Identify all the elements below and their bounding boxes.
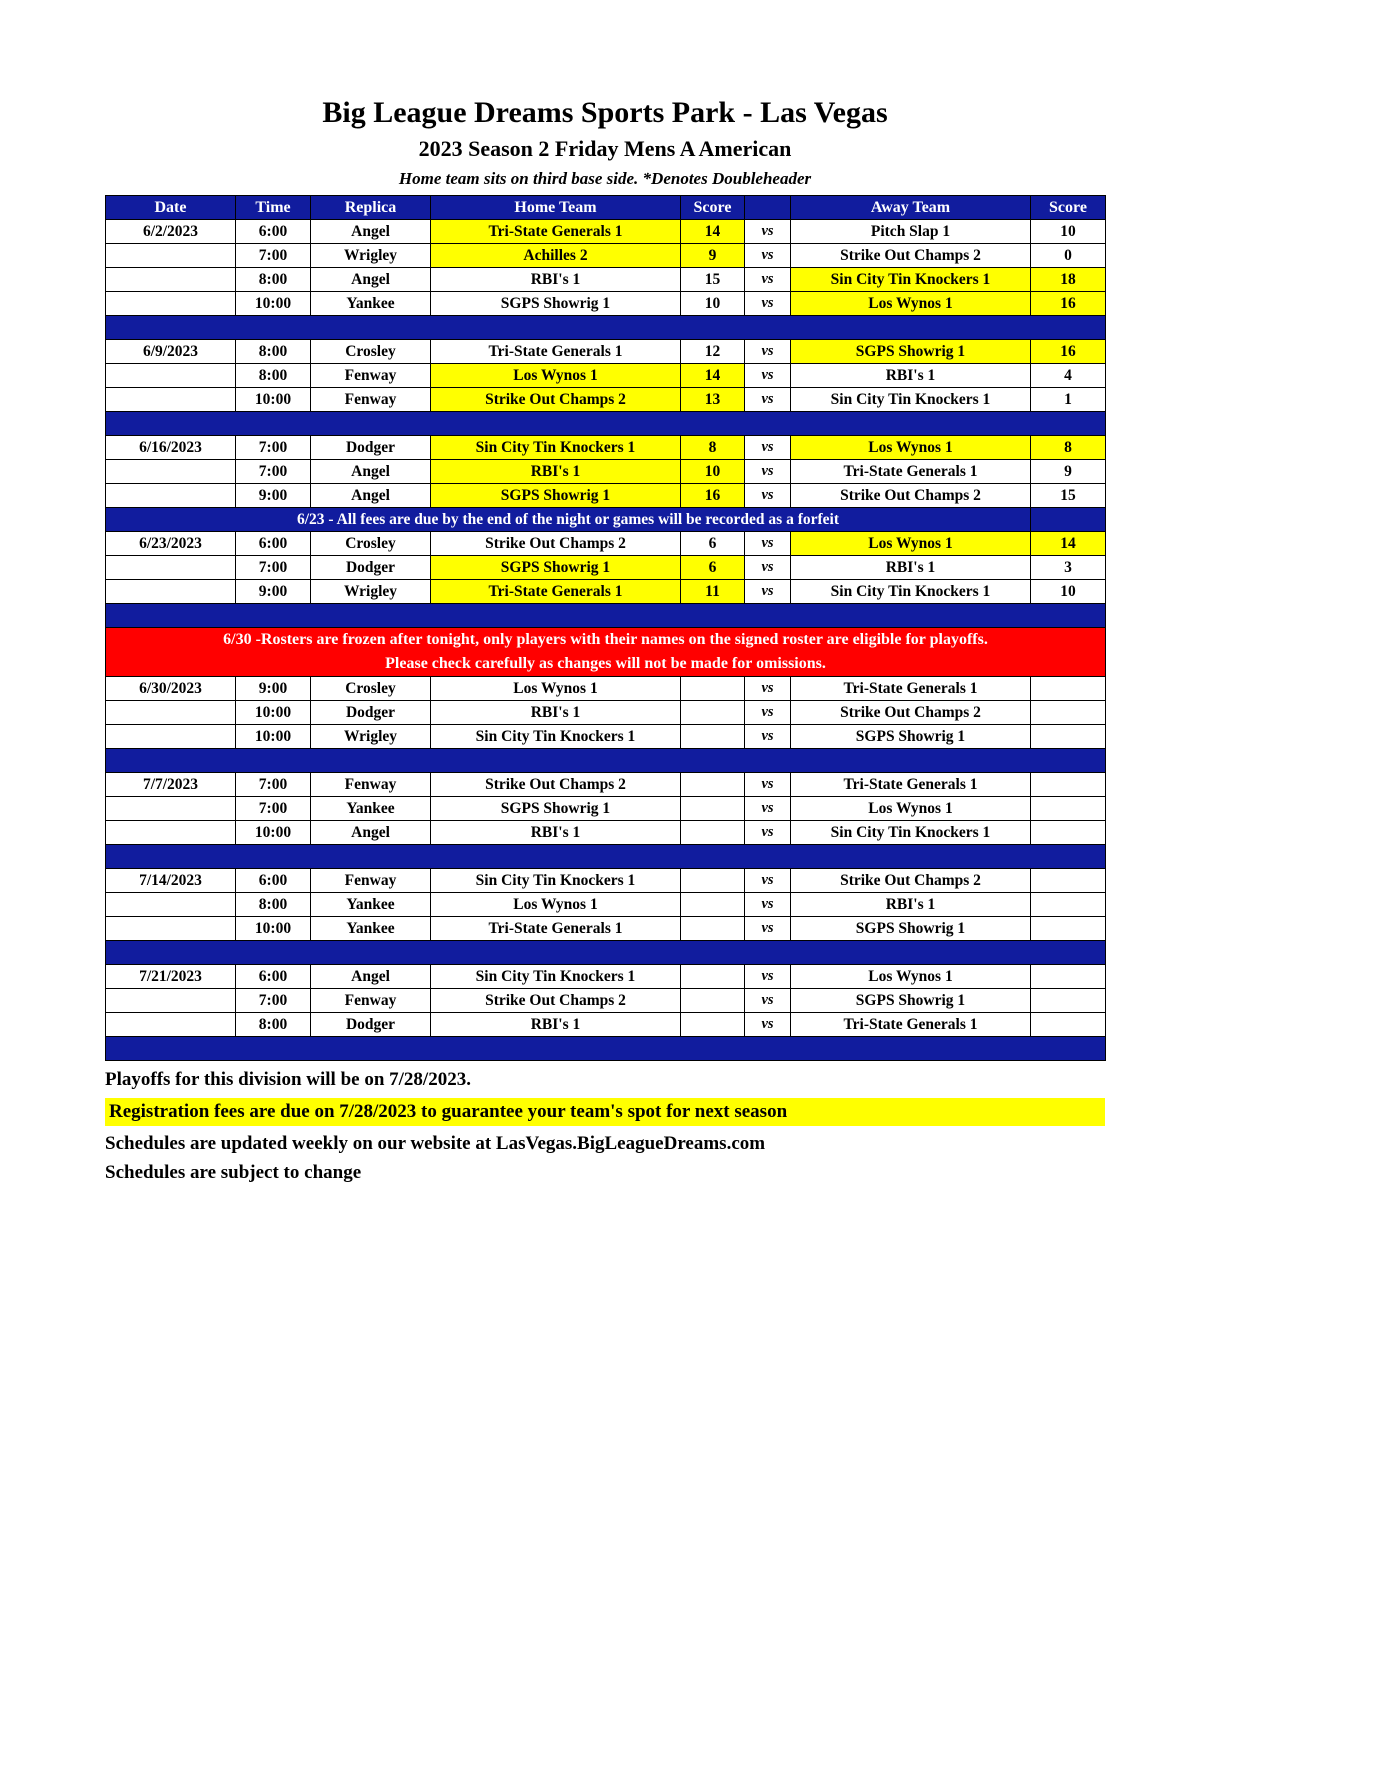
- game-row: [106, 484, 1106, 508]
- replica-cell: Crosley: [311, 677, 431, 701]
- time-cell: 10:00: [236, 292, 311, 316]
- replica-cell: Wrigley: [311, 244, 431, 268]
- home-score-cell: [681, 893, 745, 917]
- date-cell: [106, 292, 236, 316]
- time-cell: 7:00: [236, 797, 311, 821]
- away-score-cell: [1031, 677, 1106, 701]
- home-score-cell: 8: [681, 436, 745, 460]
- date-cell: 6/9/2023: [106, 340, 236, 364]
- home-score-cell: 10: [681, 460, 745, 484]
- column-header-score: Score: [1031, 196, 1106, 220]
- replica-cell: Yankee: [311, 292, 431, 316]
- vs-cell: vs: [745, 893, 791, 917]
- separator-row: [106, 412, 1106, 436]
- home-score-cell: [681, 725, 745, 749]
- away-team-cell: Los Wynos 1: [791, 797, 1031, 821]
- game-row: [106, 268, 1106, 292]
- home-score-cell: [681, 1013, 745, 1037]
- website-note: Schedules are updated weekly on our website at LasVegas.BigLeagueDreams.com: [105, 1133, 766, 1154]
- away-score-cell: [1031, 701, 1106, 725]
- time-cell: 10:00: [236, 725, 311, 749]
- date-cell: [106, 484, 236, 508]
- time-cell: 7:00: [236, 244, 311, 268]
- alert-line: 6/30 -Rosters are frozen after tonight, only players with their names on the signed roster are eligible for playoffs.: [223, 631, 988, 648]
- away-team-cell: SGPS Showrig 1: [791, 340, 1031, 364]
- game-row: [106, 917, 1106, 941]
- replica-cell: Dodger: [311, 556, 431, 580]
- game-row: [106, 460, 1106, 484]
- away-score-cell: [1031, 917, 1106, 941]
- time-cell: 7:00: [236, 989, 311, 1013]
- vs-cell: vs: [745, 989, 791, 1013]
- away-score-cell: 4: [1031, 364, 1106, 388]
- date-cell: [106, 580, 236, 604]
- home-score-cell: [681, 797, 745, 821]
- replica-cell: Angel: [311, 484, 431, 508]
- game-row: [106, 388, 1106, 412]
- away-score-cell: 9: [1031, 460, 1106, 484]
- time-cell: 9:00: [236, 484, 311, 508]
- time-cell: 7:00: [236, 773, 311, 797]
- away-team-cell: SGPS Showrig 1: [791, 989, 1031, 1013]
- vs-cell: vs: [745, 244, 791, 268]
- page-title: Big League Dreams Sports Park - Las Vegas: [322, 96, 888, 129]
- home-score-cell: 14: [681, 220, 745, 244]
- separator-row: [106, 1037, 1106, 1061]
- away-team-cell: Los Wynos 1: [791, 292, 1031, 316]
- away-team-cell: RBI's 1: [791, 364, 1031, 388]
- home-score-cell: 12: [681, 340, 745, 364]
- replica-cell: Crosley: [311, 532, 431, 556]
- replica-cell: Fenway: [311, 388, 431, 412]
- table-header-row: [106, 196, 1106, 220]
- game-row: [106, 364, 1106, 388]
- column-header-time: Time: [236, 196, 311, 220]
- replica-cell: Yankee: [311, 797, 431, 821]
- vs-cell: vs: [745, 917, 791, 941]
- vs-cell: vs: [745, 677, 791, 701]
- home-team-cell: Sin City Tin Knockers 1: [431, 965, 681, 989]
- replica-cell: Fenway: [311, 989, 431, 1013]
- time-cell: 6:00: [236, 965, 311, 989]
- away-team-cell: Strike Out Champs 2: [791, 869, 1031, 893]
- date-cell: [106, 797, 236, 821]
- vs-cell: vs: [745, 484, 791, 508]
- vs-cell: vs: [745, 580, 791, 604]
- away-score-cell: 10: [1031, 220, 1106, 244]
- time-cell: 7:00: [236, 436, 311, 460]
- date-cell: [106, 556, 236, 580]
- away-score-cell: [1031, 989, 1106, 1013]
- separator-cell: [106, 941, 1106, 965]
- separator-row: [106, 845, 1106, 869]
- game-row: [106, 869, 1106, 893]
- game-row: [106, 893, 1106, 917]
- home-score-cell: [681, 773, 745, 797]
- time-cell: 8:00: [236, 340, 311, 364]
- away-score-cell: [1031, 893, 1106, 917]
- separator-cell: [1031, 508, 1106, 532]
- game-row: [106, 773, 1106, 797]
- home-team-cell: Los Wynos 1: [431, 364, 681, 388]
- home-team-cell: Los Wynos 1: [431, 677, 681, 701]
- separator-cell: [106, 749, 1106, 773]
- date-cell: [106, 821, 236, 845]
- vs-cell: vs: [745, 364, 791, 388]
- home-team-cell: SGPS Showrig 1: [431, 797, 681, 821]
- away-team-cell: Los Wynos 1: [791, 436, 1031, 460]
- home-team-cell: Strike Out Champs 2: [431, 532, 681, 556]
- separator-row: [106, 604, 1106, 628]
- home-team-note: Home team sits on third base side. *Denotes Doubleheader: [398, 169, 812, 188]
- vs-cell: vs: [745, 965, 791, 989]
- home-score-cell: 15: [681, 268, 745, 292]
- game-row: [106, 989, 1106, 1013]
- away-score-cell: 8: [1031, 436, 1106, 460]
- vs-cell: vs: [745, 388, 791, 412]
- date-cell: [106, 893, 236, 917]
- replica-cell: Fenway: [311, 869, 431, 893]
- home-score-cell: [681, 677, 745, 701]
- alert-line: Please check carefully as changes will not be made for omissions.: [385, 655, 826, 672]
- column-header-score: Score: [681, 196, 745, 220]
- home-team-cell: Sin City Tin Knockers 1: [431, 436, 681, 460]
- time-cell: 8:00: [236, 1013, 311, 1037]
- game-row: [106, 244, 1106, 268]
- home-team-cell: RBI's 1: [431, 460, 681, 484]
- column-header-date: Date: [106, 196, 236, 220]
- home-team-cell: Tri-State Generals 1: [431, 220, 681, 244]
- time-cell: 7:00: [236, 556, 311, 580]
- away-score-cell: 18: [1031, 268, 1106, 292]
- game-row: [106, 580, 1106, 604]
- date-cell: 7/21/2023: [106, 965, 236, 989]
- home-team-cell: SGPS Showrig 1: [431, 292, 681, 316]
- home-score-cell: 6: [681, 556, 745, 580]
- away-score-cell: 3: [1031, 556, 1106, 580]
- time-cell: 10:00: [236, 701, 311, 725]
- away-team-cell: Pitch Slap 1: [791, 220, 1031, 244]
- separator-row: [106, 749, 1106, 773]
- time-cell: 8:00: [236, 268, 311, 292]
- away-team-cell: Strike Out Champs 2: [791, 484, 1031, 508]
- date-cell: [106, 244, 236, 268]
- away-team-cell: SGPS Showrig 1: [791, 725, 1031, 749]
- game-row: [106, 701, 1106, 725]
- vs-cell: vs: [745, 340, 791, 364]
- game-row: [106, 220, 1106, 244]
- date-cell: 6/23/2023: [106, 532, 236, 556]
- away-team-cell: Tri-State Generals 1: [791, 677, 1031, 701]
- away-team-cell: Tri-State Generals 1: [791, 460, 1031, 484]
- vs-cell: vs: [745, 701, 791, 725]
- away-team-cell: RBI's 1: [791, 893, 1031, 917]
- away-score-cell: [1031, 773, 1106, 797]
- away-team-cell: Tri-State Generals 1: [791, 773, 1031, 797]
- date-cell: [106, 725, 236, 749]
- home-score-cell: 16: [681, 484, 745, 508]
- schedule-page: [105, 0, 1105, 1184]
- vs-cell: vs: [745, 725, 791, 749]
- time-cell: 10:00: [236, 821, 311, 845]
- game-row: [106, 797, 1106, 821]
- time-cell: 6:00: [236, 220, 311, 244]
- game-row: [106, 677, 1106, 701]
- home-team-cell: Achilles 2: [431, 244, 681, 268]
- time-cell: 7:00: [236, 460, 311, 484]
- separator-cell: [106, 412, 1106, 436]
- time-cell: 10:00: [236, 388, 311, 412]
- vs-cell: vs: [745, 292, 791, 316]
- away-team-cell: Strike Out Champs 2: [791, 244, 1031, 268]
- home-team-cell: SGPS Showrig 1: [431, 556, 681, 580]
- subject-to-change-note: Schedules are subject to change: [105, 1162, 362, 1183]
- vs-cell: vs: [745, 556, 791, 580]
- replica-cell: Dodger: [311, 1013, 431, 1037]
- home-team-cell: RBI's 1: [431, 821, 681, 845]
- away-score-cell: 14: [1031, 532, 1106, 556]
- away-score-cell: 15: [1031, 484, 1106, 508]
- vs-cell: vs: [745, 532, 791, 556]
- date-cell: 6/30/2023: [106, 677, 236, 701]
- date-cell: [106, 460, 236, 484]
- home-team-cell: Strike Out Champs 2: [431, 773, 681, 797]
- vs-cell: vs: [745, 1013, 791, 1037]
- home-score-cell: 13: [681, 388, 745, 412]
- time-cell: 6:00: [236, 532, 311, 556]
- vs-cell: vs: [745, 460, 791, 484]
- vs-cell: vs: [745, 869, 791, 893]
- vs-cell: vs: [745, 773, 791, 797]
- home-team-cell: Tri-State Generals 1: [431, 580, 681, 604]
- date-cell: [106, 268, 236, 292]
- date-cell: [106, 388, 236, 412]
- fees-notice-cell: 6/23 - All fees are due by the end of the night or games will be recorded as a forfeit: [106, 508, 1031, 532]
- column-header-away-team: Away Team: [791, 196, 1031, 220]
- time-cell: 9:00: [236, 580, 311, 604]
- away-team-cell: Sin City Tin Knockers 1: [791, 821, 1031, 845]
- home-team-cell: Sin City Tin Knockers 1: [431, 725, 681, 749]
- vs-column-header: [745, 196, 791, 220]
- home-team-cell: Tri-State Generals 1: [431, 340, 681, 364]
- home-team-cell: Sin City Tin Knockers 1: [431, 869, 681, 893]
- home-team-cell: Los Wynos 1: [431, 893, 681, 917]
- away-score-cell: 16: [1031, 292, 1106, 316]
- game-row: [106, 965, 1106, 989]
- home-team-cell: Strike Out Champs 2: [431, 989, 681, 1013]
- home-score-cell: [681, 701, 745, 725]
- home-team-cell: RBI's 1: [431, 701, 681, 725]
- home-score-cell: 14: [681, 364, 745, 388]
- date-cell: 6/2/2023: [106, 220, 236, 244]
- home-score-cell: 9: [681, 244, 745, 268]
- away-score-cell: 10: [1031, 580, 1106, 604]
- home-score-cell: 10: [681, 292, 745, 316]
- alert-row: [106, 628, 1106, 677]
- away-team-cell: Sin City Tin Knockers 1: [791, 580, 1031, 604]
- replica-cell: Angel: [311, 268, 431, 292]
- away-team-cell: Strike Out Champs 2: [791, 701, 1031, 725]
- home-team-cell: Strike Out Champs 2: [431, 388, 681, 412]
- away-score-cell: [1031, 1013, 1106, 1037]
- game-row: [106, 821, 1106, 845]
- registration-fees-note: Registration fees are due on 7/28/2023 to guarantee your team's spot for next season: [105, 1098, 1105, 1126]
- home-score-cell: [681, 869, 745, 893]
- date-cell: [106, 1013, 236, 1037]
- column-header-home-team: Home Team: [431, 196, 681, 220]
- replica-cell: Wrigley: [311, 580, 431, 604]
- home-team-cell: RBI's 1: [431, 1013, 681, 1037]
- game-row: [106, 436, 1106, 460]
- home-team-cell: RBI's 1: [431, 268, 681, 292]
- away-team-cell: Los Wynos 1: [791, 965, 1031, 989]
- replica-cell: Angel: [311, 460, 431, 484]
- replica-cell: Fenway: [311, 773, 431, 797]
- time-cell: 10:00: [236, 917, 311, 941]
- replica-cell: Angel: [311, 965, 431, 989]
- home-score-cell: [681, 965, 745, 989]
- time-cell: 9:00: [236, 677, 311, 701]
- separator-row: [106, 316, 1106, 340]
- date-cell: [106, 364, 236, 388]
- separator-cell: [106, 604, 1106, 628]
- vs-cell: vs: [745, 436, 791, 460]
- away-score-cell: [1031, 725, 1106, 749]
- separator-cell: [106, 845, 1106, 869]
- replica-cell: Wrigley: [311, 725, 431, 749]
- away-score-cell: [1031, 869, 1106, 893]
- away-score-cell: 0: [1031, 244, 1106, 268]
- game-row: [106, 340, 1106, 364]
- replica-cell: Crosley: [311, 340, 431, 364]
- playoffs-note: Playoffs for this division will be on 7/28/2023.: [105, 1069, 471, 1090]
- date-cell: 7/7/2023: [106, 773, 236, 797]
- replica-cell: Yankee: [311, 917, 431, 941]
- home-score-cell: [681, 821, 745, 845]
- away-score-cell: 16: [1031, 340, 1106, 364]
- replica-cell: Yankee: [311, 893, 431, 917]
- column-header-replica: Replica: [311, 196, 431, 220]
- replica-cell: Fenway: [311, 364, 431, 388]
- game-row: [106, 556, 1106, 580]
- vs-cell: vs: [745, 220, 791, 244]
- vs-cell: vs: [745, 268, 791, 292]
- separator-cell: [106, 1037, 1106, 1061]
- notice-row: [106, 508, 1106, 532]
- home-score-cell: [681, 989, 745, 1013]
- separator-row: [106, 941, 1106, 965]
- away-score-cell: [1031, 797, 1106, 821]
- away-team-cell: Tri-State Generals 1: [791, 1013, 1031, 1037]
- away-score-cell: [1031, 821, 1106, 845]
- page-subtitle: 2023 Season 2 Friday Mens A American: [418, 136, 792, 161]
- home-team-cell: SGPS Showrig 1: [431, 484, 681, 508]
- separator-cell: [106, 316, 1106, 340]
- replica-cell: Dodger: [311, 436, 431, 460]
- away-team-cell: RBI's 1: [791, 556, 1031, 580]
- game-row: [106, 292, 1106, 316]
- away-score-cell: [1031, 965, 1106, 989]
- away-team-cell: Sin City Tin Knockers 1: [791, 268, 1031, 292]
- replica-cell: Dodger: [311, 701, 431, 725]
- replica-cell: Angel: [311, 220, 431, 244]
- game-row: [106, 1013, 1106, 1037]
- time-cell: 8:00: [236, 364, 311, 388]
- table-body: [106, 220, 1106, 1061]
- time-cell: 6:00: [236, 869, 311, 893]
- away-score-cell: 1: [1031, 388, 1106, 412]
- footer: [105, 1069, 1105, 1184]
- away-team-cell: SGPS Showrig 1: [791, 917, 1031, 941]
- game-row: [106, 532, 1106, 556]
- date-cell: 7/14/2023: [106, 869, 236, 893]
- home-score-cell: 6: [681, 532, 745, 556]
- schedule-table: [105, 195, 1106, 1061]
- game-row: [106, 725, 1106, 749]
- roster-freeze-alert-cell: [106, 628, 1106, 677]
- date-cell: [106, 989, 236, 1013]
- date-cell: 6/16/2023: [106, 436, 236, 460]
- home-team-cell: Tri-State Generals 1: [431, 917, 681, 941]
- vs-cell: vs: [745, 797, 791, 821]
- away-team-cell: Sin City Tin Knockers 1: [791, 388, 1031, 412]
- table-header: [106, 196, 1106, 220]
- date-cell: [106, 701, 236, 725]
- vs-cell: vs: [745, 821, 791, 845]
- home-score-cell: [681, 917, 745, 941]
- away-team-cell: Los Wynos 1: [791, 532, 1031, 556]
- date-cell: [106, 917, 236, 941]
- time-cell: 8:00: [236, 893, 311, 917]
- replica-cell: Angel: [311, 821, 431, 845]
- home-score-cell: 11: [681, 580, 745, 604]
